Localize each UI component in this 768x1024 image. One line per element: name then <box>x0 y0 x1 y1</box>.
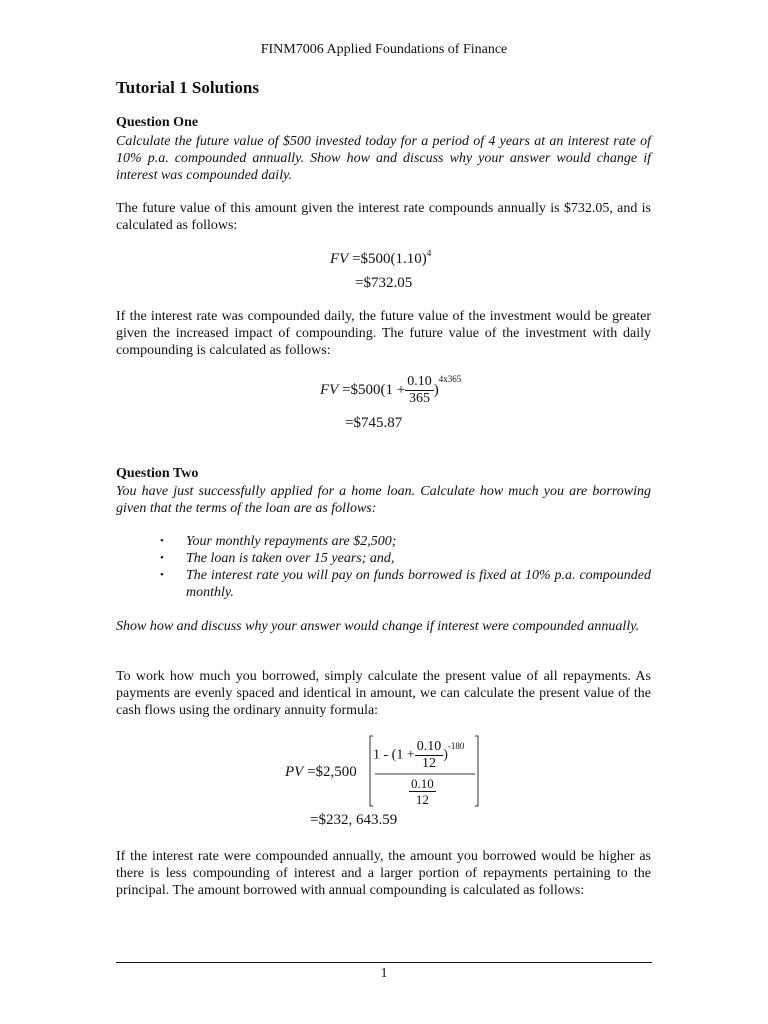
loan-terms-list <box>160 533 651 601</box>
equation-fv-daily <box>320 374 461 407</box>
question-one-heading: Question One <box>116 115 199 130</box>
eq2-rhs-post: ) <box>433 381 439 398</box>
question-two-answer-intro: To work how much you borrowed, simply calculate the present value of all repayments. As payments are evenly spaced and identical in amount, we can calculate the present value of the cash flows using the ordinary annuity formula: <box>116 669 651 718</box>
list-item-text: The loan is taken over 15 years; and, <box>186 551 395 566</box>
eq3-rhs: =$2,500 <box>307 764 357 780</box>
eq2-denominator: 365 <box>405 390 434 407</box>
list-item <box>160 550 651 567</box>
equation-pv-lhs <box>285 764 357 781</box>
page-title: Tutorial 1 Solutions <box>116 78 259 97</box>
running-header: FINM7006 Applied Foundations of Finance <box>260 42 508 57</box>
list-item-text: The interest rate you will pay on funds borrowed is fixed at 10% p.a. compounded monthly. <box>186 568 651 600</box>
question-two-annual-discussion: If the interest rate were compounded annually, the amount you borrowed would be higher as there is less compounding of interest and a larger portion of repayments pertaining to the principal. The amount borrowed with annual compounding is calculated as follows: <box>116 849 651 898</box>
list-item <box>160 567 651 601</box>
eq3-bottom-denominator: 12 <box>409 791 436 807</box>
eq3-close: ) <box>443 747 448 763</box>
eq3-exponent: -180 <box>447 740 465 751</box>
question-two-prompt-2: Show how and discuss why your answer would change if interest were compounded annually. <box>116 619 640 634</box>
footer-rule <box>116 962 652 963</box>
equation-fv-daily-result: =$745.87 <box>345 415 403 431</box>
eq3-top <box>373 739 464 772</box>
list-item <box>160 533 651 550</box>
eq3-inner-denominator: 12 <box>415 755 444 772</box>
question-one-prompt: Calculate the future value of $500 invested today for a period of 4 years at an interest rate of 10% p.a. compounded annually. Show how and discuss why your answer would change if interest was compounded daily. <box>116 134 651 183</box>
eq2-numerator: 0.10 <box>407 374 432 389</box>
eq3-bottom-fraction <box>409 776 436 807</box>
equation-fv-annual <box>330 248 432 268</box>
eq2-lhs: FV <box>320 381 339 398</box>
eq3-one-minus: 1 - (1 + <box>373 747 415 763</box>
eq3-lhs: PV <box>285 764 304 780</box>
equation-fv-annual-result: =$732.05 <box>355 275 413 291</box>
list-item-text: Your monthly repayments are $2,500; <box>186 534 397 549</box>
bullet-icon: • <box>160 569 164 581</box>
eq2-fraction <box>405 374 434 407</box>
bullet-icon: • <box>160 552 164 564</box>
eq3-inner-numerator: 0.10 <box>416 739 442 754</box>
eq1-exponent: 4 <box>426 248 432 258</box>
eq3-bottom <box>409 776 436 807</box>
question-one-answer-intro: The future value of this amount given the interest rate compounds annually is $732.05, and is calculated as follows: <box>116 201 651 233</box>
eq1-lhs: FV <box>330 251 349 267</box>
equation-pv-annuity-bracket <box>369 735 479 807</box>
eq2-rhs-pre: =$500(1 + <box>342 381 406 398</box>
question-two-prompt: You have just successfully applied for a home loan. Calculate how much you are borrowing given that the terms of the loan are as follows: <box>116 484 651 516</box>
equation-pv-result: =$232, 643.59 <box>310 812 398 828</box>
eq2-exponent: 4x365 <box>438 373 462 384</box>
bullet-icon: • <box>160 535 164 547</box>
eq3-inner-fraction <box>415 739 444 772</box>
eq1-rhs: =$500(1.10) <box>352 251 427 267</box>
question-one-daily-discussion: If the interest rate was compounded daily, the future value of the investment would be greater given the increased impact of compounding. The future value of the investment with daily compounding is calculated as follows: <box>116 309 651 358</box>
question-two-heading: Question Two <box>116 466 199 481</box>
eq3-bottom-numerator: 0.10 <box>411 776 434 791</box>
page-number: 1 <box>380 966 388 981</box>
